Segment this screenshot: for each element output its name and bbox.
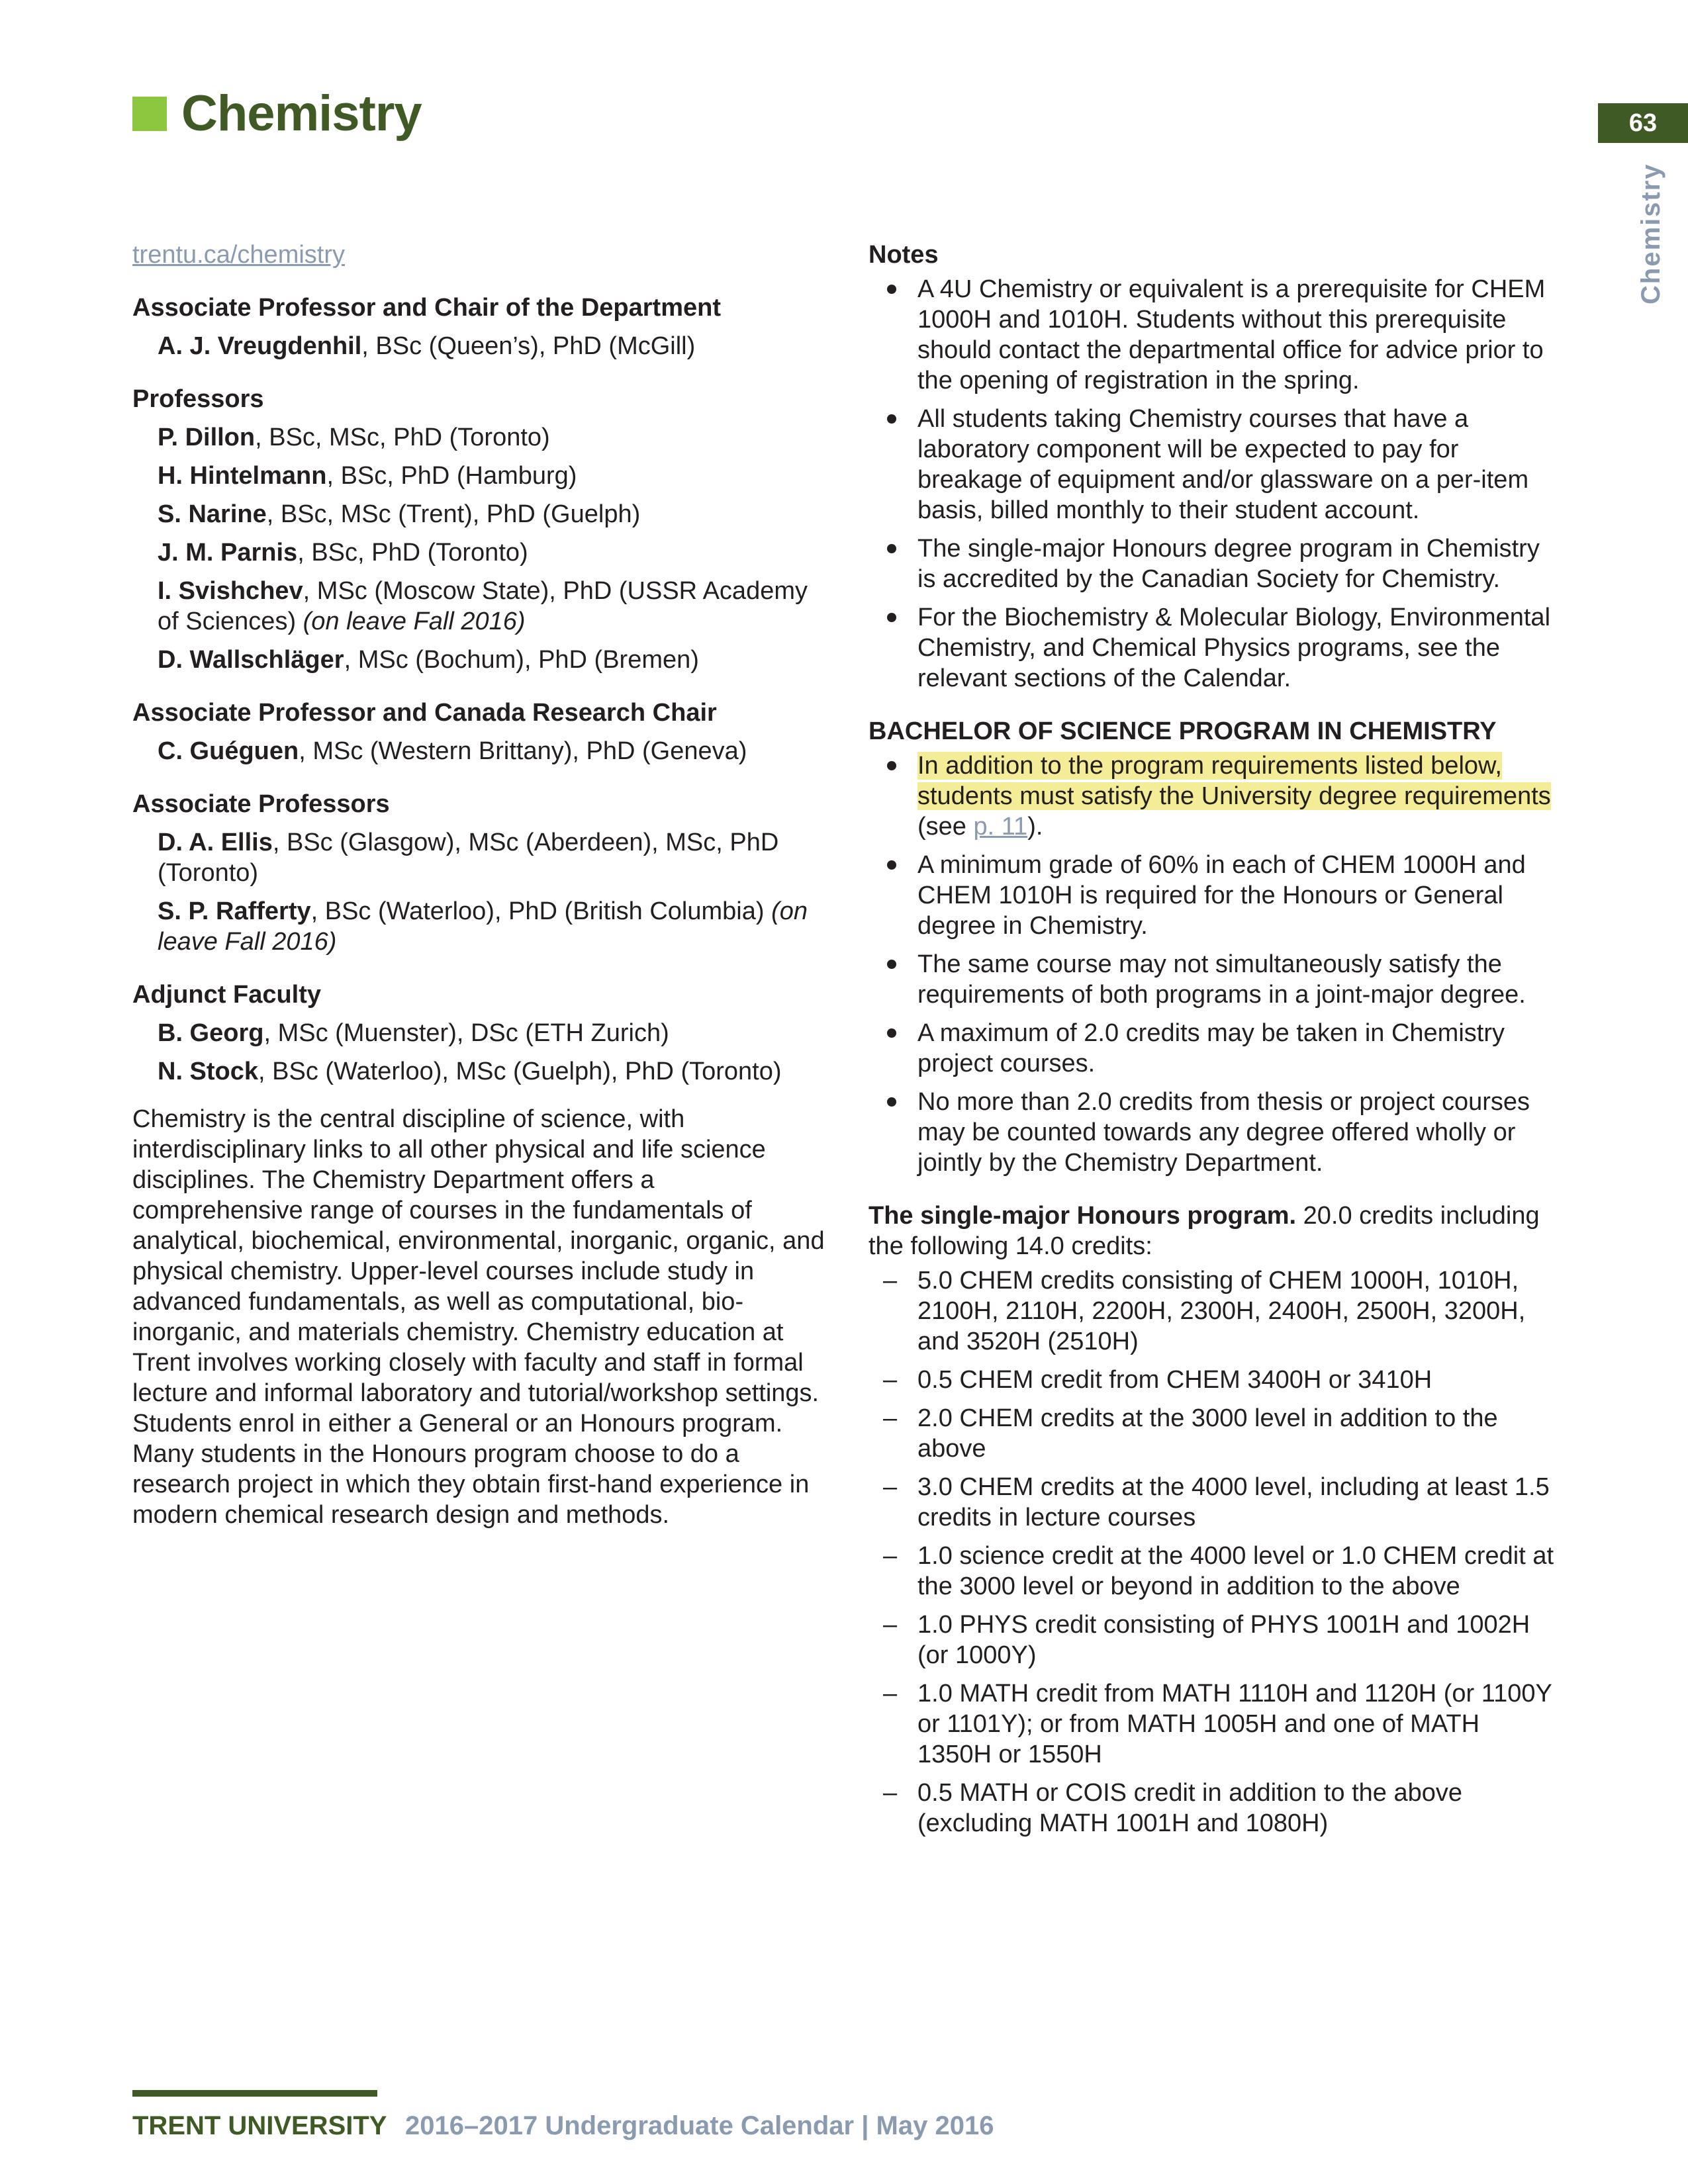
- title-square-icon: [132, 97, 167, 131]
- list-item: A 4U Chemistry or equivalent is a prerequisite for CHEM 1000H and 1010H. Students without this prerequisite should contact the departmental office for advice prior to the opening of registration in the spring.: [868, 274, 1557, 396]
- adjunct-faculty-heading: Adjunct Faculty: [132, 981, 322, 1009]
- page-title: Chemistry: [181, 85, 422, 142]
- research-chair-heading: Associate Professor and Canada Research Chair: [132, 699, 717, 727]
- footer-calendar: 2016–2017 Undergraduate Calendar | May 2016: [405, 2111, 994, 2140]
- department-url-link[interactable]: trentu.ca/chemistry: [132, 241, 345, 269]
- left-column: [132, 240, 827, 1555]
- list-item: – 1.0 science credit at the 4000 level or 1.0 CHEM credit at the 3000 level or beyond in addition to the above: [868, 1541, 1557, 1602]
- faculty-entry: I. Svishchev, MSc (Moscow State), PhD (USSR Academy of Sciences) (on leave Fall 2016): [158, 577, 808, 635]
- honours-requirements-list: [868, 1265, 1557, 1839]
- list-item: – 0.5 CHEM credit from CHEM 3400H or 3410H: [868, 1365, 1557, 1395]
- list-item: – 2.0 CHEM credits at the 3000 level in addition to the above: [868, 1403, 1557, 1464]
- faculty-entry: S. P. Rafferty, BSc (Waterloo), PhD (British Columbia) (on leave Fall 2016): [158, 897, 808, 956]
- page-number: 63: [1598, 103, 1688, 143]
- footer-rule: [132, 2090, 377, 2097]
- list-item: A maximum of 2.0 credits may be taken in Chemistry project courses.: [868, 1018, 1557, 1079]
- bsc-requirements-list: [868, 751, 1557, 1178]
- faculty-entry: S. Narine, BSc, MSc (Trent), PhD (Guelph): [158, 500, 641, 528]
- highlighted-text: In addition to the program requirements listed below, students must satisfy the University degree requirements: [917, 752, 1551, 810]
- list-item: A minimum grade of 60% in each of CHEM 1000H and CHEM 1010H is required for the Honours or General degree in Chemistry.: [868, 850, 1557, 941]
- list-item: – 3.0 CHEM credits at the 4000 level, including at least 1.5 credits in lecture courses: [868, 1472, 1557, 1533]
- list-item: For the Biochemistry & Molecular Biology, Environmental Chemistry, and Chemical Physics programs, see the relevant sections of the Calendar.: [868, 602, 1557, 694]
- professors-heading: Professors: [132, 385, 264, 413]
- page-reference-link[interactable]: p. 11: [973, 813, 1028, 841]
- associate-professors-heading: Associate Professors: [132, 790, 390, 818]
- faculty-entry: P. Dillon, BSc, MSc, PhD (Toronto): [158, 424, 550, 451]
- list-item: – 1.0 PHYS credit consisting of PHYS 1001H and 1002H (or 1000Y): [868, 1610, 1557, 1670]
- notes-list: [868, 274, 1557, 694]
- page-header: [132, 85, 422, 142]
- faculty-entry: A. J. Vreugdenhil, BSc (Queen’s), PhD (McGill): [158, 332, 696, 360]
- faculty-entry: D. A. Ellis, BSc (Glasgow), MSc (Aberdeen), MSc, PhD (Toronto): [158, 829, 779, 887]
- right-column: [868, 240, 1557, 1839]
- department-intro-paragraph: Chemistry is the central discipline of science, with interdisciplinary links to all other physical and life science disciplines. The Chemistry Department offers a comprehensive range of courses in the fundamentals of analytical, biochemical, environmental, inorganic, organic, and physical chemistry. Upper-level courses include study in advanced fundamentals, as well as computational, bio-inorganic, and materials chemistry. Chemistry education at Trent involves working closely with faculty and staff in formal lecture and informal laboratory and tutorial/workshop settings. Students enrol in either a General or an Honours program. Many students in the Honours program choose to do a research project in which they obtain first-hand experience in modern chemical research design and methods.: [132, 1105, 825, 1529]
- list-item: In addition to the program requirements listed below, students must satisfy the University degree requirements (see p. 11).: [868, 751, 1557, 842]
- footer-university: TRENT UNIVERSITY: [132, 2111, 387, 2140]
- list-item: The same course may not simultaneously satisfy the requirements of both programs in a joint-major degree.: [868, 949, 1557, 1010]
- faculty-entry: C. Guéguen, MSc (Western Brittany), PhD (Geneva): [158, 737, 747, 765]
- notes-heading: Notes: [868, 241, 939, 269]
- list-item: The single-major Honours degree program in Chemistry is accredited by the Canadian Society for Chemistry.: [868, 533, 1557, 594]
- faculty-entry: J. M. Parnis, BSc, PhD (Toronto): [158, 539, 528, 567]
- faculty-entry: N. Stock, BSc (Waterloo), MSc (Guelph), PhD (Toronto): [158, 1058, 782, 1085]
- faculty-entry: B. Georg, MSc (Muenster), DSc (ETH Zurich): [158, 1019, 669, 1047]
- list-item: No more than 2.0 credits from thesis or project courses may be counted towards any degree offered wholly or jointly by the Chemistry Department.: [868, 1087, 1557, 1178]
- list-item: All students taking Chemistry courses that have a laboratory component will be expected to pay for breakage of equipment and/or glassware on a per-item basis, billed monthly to their student account.: [868, 404, 1557, 525]
- list-item: – 0.5 MATH or COIS credit in addition to the above (excluding MATH 1001H and 1080H): [868, 1778, 1557, 1839]
- list-item: – 1.0 MATH credit from MATH 1110H and 1120H (or 1100Y or 1101Y); or from MATH 1005H and one of MATH 1350H or 1550H: [868, 1678, 1557, 1770]
- faculty-entry: H. Hintelmann, BSc, PhD (Hamburg): [158, 462, 577, 490]
- honours-program-intro: The single-major Honours program. 20.0 credits including the following 14.0 credits:: [868, 1202, 1540, 1260]
- chair-heading: Associate Professor and Chair of the Department: [132, 294, 721, 322]
- side-section-label: Chemistry: [1636, 163, 1665, 304]
- bsc-program-heading: BACHELOR OF SCIENCE PROGRAM IN CHEMISTRY: [868, 717, 1497, 745]
- list-item: – 5.0 CHEM credits consisting of CHEM 1000H, 1010H, 2100H, 2110H, 2200H, 2300H, 2400H, 2500H, 3200H, and 3520H (2510H): [868, 1265, 1557, 1357]
- faculty-entry: D. Wallschläger, MSc (Bochum), PhD (Bremen): [158, 646, 699, 674]
